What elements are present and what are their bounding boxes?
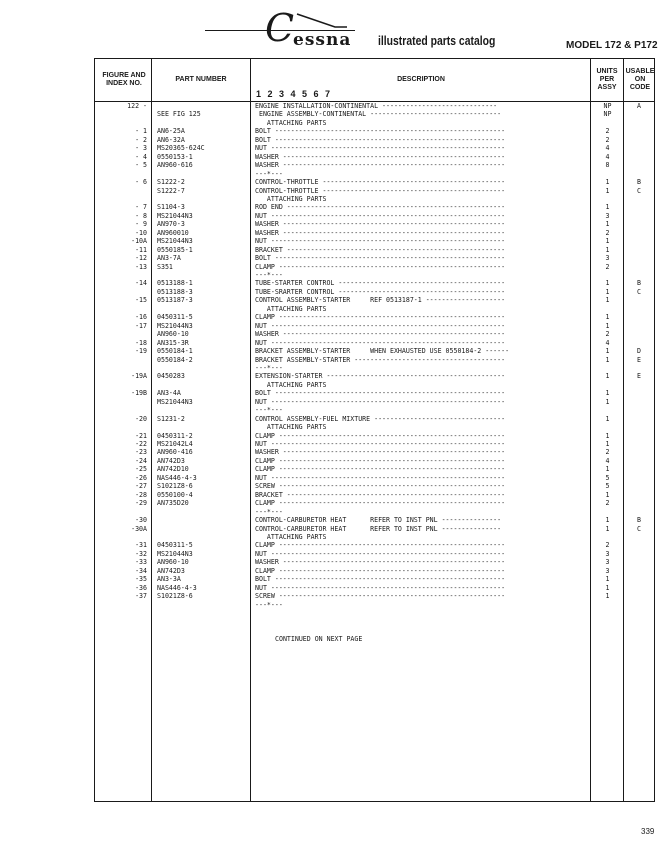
part-number-cell: NAS446-4-3 bbox=[157, 583, 197, 592]
part-number-cell: 0550153-1 bbox=[157, 152, 193, 161]
description-cell: WASHER -------------------------------------------------------- bbox=[255, 330, 506, 339]
part-number-cell: 0513188-1 bbox=[157, 279, 193, 288]
table-row bbox=[95, 195, 654, 203]
units-cell: 2 bbox=[605, 262, 610, 271]
index-cell: -15 bbox=[135, 296, 147, 305]
units-cell: 1 bbox=[605, 220, 610, 229]
code-cell: C bbox=[637, 186, 641, 195]
part-number-cell: 0550184-1 bbox=[157, 347, 193, 356]
code-cell: C bbox=[637, 524, 641, 533]
description-cell: CLAMP --------------------------------------------------------- bbox=[255, 465, 506, 474]
description-cell: BOLT ---------------------------------------------------------- bbox=[255, 389, 506, 398]
part-number-cell: S1231-2 bbox=[157, 414, 185, 423]
index-cell: -18 bbox=[135, 338, 147, 347]
table-row bbox=[95, 457, 654, 465]
part-number-cell: AN6-25A bbox=[157, 127, 185, 136]
part-number-cell: S351 bbox=[157, 262, 173, 271]
part-number-cell: AN6-32A bbox=[157, 135, 185, 144]
index-cell: - 5 bbox=[135, 161, 147, 170]
description-cell: WASHER -------------------------------------------------------- bbox=[255, 161, 506, 170]
header-index: FIGURE AND INDEX NO. bbox=[102, 72, 146, 87]
table-row bbox=[95, 558, 654, 566]
table-row bbox=[95, 491, 654, 499]
table-row bbox=[95, 398, 654, 406]
table-row bbox=[95, 415, 654, 423]
index-cell: -36 bbox=[135, 583, 147, 592]
description-cell: CLAMP --------------------------------------------------------- bbox=[255, 431, 506, 440]
code-cell: A bbox=[637, 102, 641, 110]
table-row bbox=[95, 516, 654, 524]
table-row bbox=[95, 474, 654, 482]
part-number-cell: AN960-416 bbox=[157, 448, 193, 457]
units-cell: 1 bbox=[605, 414, 610, 423]
description-cell: ATTACHING PARTS bbox=[255, 194, 327, 203]
description-cell: NUT ----------------------------------------------------------- bbox=[255, 397, 506, 406]
part-number-cell: 0450311-5 bbox=[157, 313, 193, 322]
index-cell: -21 bbox=[135, 431, 147, 440]
table-row bbox=[95, 170, 654, 178]
table-row bbox=[95, 499, 654, 507]
description-cell: ---*--- bbox=[255, 507, 283, 516]
table-row bbox=[95, 347, 654, 355]
index-cell: -23 bbox=[135, 448, 147, 457]
description-cell: NUT ----------------------------------------------------------- bbox=[255, 583, 506, 592]
table-row bbox=[95, 229, 654, 237]
index-cell: -20 bbox=[135, 414, 147, 423]
units-cell: 1 bbox=[605, 372, 610, 381]
units-cell: 1 bbox=[605, 524, 610, 533]
table-row bbox=[95, 541, 654, 549]
table-row bbox=[95, 279, 654, 287]
units-cell: 1 bbox=[605, 583, 610, 592]
description-cell: CLAMP --------------------------------------------------------- bbox=[255, 499, 506, 508]
description-cell: CONTROL ASSEMBLY-STARTER REF 0513187-1 -------------------- bbox=[255, 296, 506, 305]
units-cell: 3 bbox=[605, 254, 610, 263]
part-number-cell: AN960-616 bbox=[157, 161, 193, 170]
units-cell: 1 bbox=[605, 186, 610, 195]
units-cell: 2 bbox=[605, 448, 610, 457]
units-cell: 1 bbox=[605, 237, 610, 246]
description-cell: CONTROL-CARBURETOR HEAT REFER TO INST PNL --------------- bbox=[255, 524, 502, 533]
index-cell: - 1 bbox=[135, 127, 147, 136]
table-row bbox=[95, 465, 654, 473]
table-row bbox=[95, 203, 654, 211]
description-cell: WASHER -------------------------------------------------------- bbox=[255, 152, 506, 161]
description-cell: CLAMP --------------------------------------------------------- bbox=[255, 566, 506, 575]
index-cell: -16 bbox=[135, 313, 147, 322]
code-cell: C bbox=[637, 287, 641, 296]
parts-table bbox=[94, 58, 655, 802]
table-row bbox=[95, 254, 654, 262]
index-cell: -33 bbox=[135, 558, 147, 567]
index-cell: -13 bbox=[135, 262, 147, 271]
index-cell: - 2 bbox=[135, 135, 147, 144]
units-cell: NP bbox=[603, 110, 612, 119]
units-cell: 2 bbox=[605, 127, 610, 136]
units-cell: 1 bbox=[605, 313, 610, 322]
units-cell: 1 bbox=[605, 178, 610, 187]
index-cell: -19 bbox=[135, 347, 147, 356]
units-cell: 1 bbox=[605, 245, 610, 254]
header-code: USABLE ON CODE bbox=[625, 68, 655, 91]
part-number-cell: AN735D20 bbox=[157, 499, 189, 508]
table-row bbox=[95, 271, 654, 279]
header-description: DESCRIPTION bbox=[397, 76, 445, 83]
description-cell: NUT ----------------------------------------------------------- bbox=[255, 549, 506, 558]
part-number-cell: AN970-3 bbox=[157, 220, 185, 229]
part-number-cell: 0450311-5 bbox=[157, 541, 193, 550]
units-cell: NP bbox=[603, 102, 612, 110]
table-row bbox=[95, 153, 654, 161]
units-cell: 1 bbox=[605, 389, 610, 398]
code-cell: B bbox=[637, 516, 641, 525]
part-number-cell: 0550184-2 bbox=[157, 355, 193, 364]
table-row bbox=[95, 381, 654, 389]
units-cell: 2 bbox=[605, 541, 610, 550]
table-row bbox=[95, 550, 654, 558]
table-row bbox=[95, 584, 654, 592]
part-number-cell: 0550100-4 bbox=[157, 490, 193, 499]
catalog-title: illustrated parts catalog bbox=[378, 33, 496, 48]
part-number-cell: AN960-10 bbox=[157, 330, 189, 339]
units-cell: 3 bbox=[605, 558, 610, 567]
description-cell: SCREW --------------------------------------------------------- bbox=[255, 592, 506, 601]
table-row bbox=[95, 161, 654, 169]
description-cell: ROD END ------------------------------------------------------- bbox=[255, 203, 506, 212]
units-cell: 1 bbox=[605, 287, 610, 296]
table-row bbox=[95, 567, 654, 575]
table-row bbox=[95, 440, 654, 448]
index-cell: -17 bbox=[135, 321, 147, 330]
code-cell: E bbox=[637, 372, 641, 381]
part-number-cell: AN960-10 bbox=[157, 558, 189, 567]
units-cell: 3 bbox=[605, 566, 610, 575]
units-cell: 5 bbox=[605, 482, 610, 491]
table-row bbox=[95, 288, 654, 296]
part-number-cell: AN3-4A bbox=[157, 389, 181, 398]
description-cell: BRACKET ASSEMBLY-STARTER -------------------------------------- bbox=[255, 355, 506, 364]
part-number-cell: AN742D10 bbox=[157, 465, 189, 474]
table-row bbox=[95, 136, 654, 144]
header-units: UNITS PER ASSY bbox=[596, 68, 618, 91]
index-cell: -34 bbox=[135, 566, 147, 575]
index-cell: -28 bbox=[135, 490, 147, 499]
units-cell: 8 bbox=[605, 161, 610, 170]
table-row bbox=[95, 575, 654, 583]
table-row bbox=[95, 406, 654, 414]
units-cell: 4 bbox=[605, 152, 610, 161]
table-row bbox=[95, 339, 654, 347]
index-cell: -26 bbox=[135, 473, 147, 482]
page-header bbox=[0, 0, 672, 60]
table-row bbox=[95, 482, 654, 490]
units-cell: 1 bbox=[605, 321, 610, 330]
description-cell: CONTROL ASSEMBLY-FUEL MIXTURE --------------------------------- bbox=[255, 414, 506, 423]
index-cell: -35 bbox=[135, 575, 147, 584]
part-number-cell: AN960010 bbox=[157, 228, 189, 237]
table-row bbox=[95, 508, 654, 516]
part-number-cell: S1104-3 bbox=[157, 203, 185, 212]
part-number-cell: AN315-3R bbox=[157, 338, 189, 347]
part-number-cell: MS21044N3 bbox=[157, 237, 193, 246]
table-row bbox=[95, 533, 654, 541]
units-cell: 1 bbox=[605, 575, 610, 584]
description-cell: ---*--- bbox=[255, 271, 283, 279]
index-cell: - 6 bbox=[135, 178, 147, 187]
description-cell: BOLT ---------------------------------------------------------- bbox=[255, 575, 506, 584]
units-cell: 1 bbox=[605, 516, 610, 525]
table-row bbox=[95, 525, 654, 533]
description-cell: NUT ----------------------------------------------------------- bbox=[255, 473, 506, 482]
index-cell: -31 bbox=[135, 541, 147, 550]
table-row bbox=[95, 389, 654, 397]
table-row bbox=[95, 364, 654, 372]
continued-note: CONTINUED ON NEXT PAGE bbox=[275, 635, 363, 643]
code-cell: D bbox=[637, 347, 641, 356]
index-cell: -12 bbox=[135, 254, 147, 263]
table-row bbox=[95, 144, 654, 152]
index-cell: - 4 bbox=[135, 152, 147, 161]
table-row bbox=[95, 296, 654, 304]
header-part-number: PART NUMBER bbox=[175, 76, 227, 83]
units-cell: 1 bbox=[605, 355, 610, 364]
index-cell: -30A bbox=[131, 524, 147, 533]
part-number-cell: 0550185-1 bbox=[157, 245, 193, 254]
description-cell: BOLT ---------------------------------------------------------- bbox=[255, 127, 506, 136]
part-number-cell: S1222-7 bbox=[157, 186, 185, 195]
part-number-cell: MS21044N3 bbox=[157, 211, 193, 220]
description-cell: NUT ----------------------------------------------------------- bbox=[255, 211, 506, 220]
header-indent-digits: 1 2 3 4 5 6 7 bbox=[256, 89, 333, 99]
table-row bbox=[95, 263, 654, 271]
part-number-cell: MS21044N3 bbox=[157, 397, 193, 406]
index-cell: - 8 bbox=[135, 211, 147, 220]
units-cell: 2 bbox=[605, 330, 610, 339]
part-number-cell: 0513188-3 bbox=[157, 287, 193, 296]
part-number-cell: AN3-7A bbox=[157, 254, 181, 263]
index-cell: -19A bbox=[131, 372, 147, 381]
part-number-cell: MS21044N3 bbox=[157, 549, 193, 558]
table-row bbox=[95, 187, 654, 195]
logo-initial: C bbox=[265, 6, 295, 50]
description-cell: EXTENSION-STARTER --------------------------------------------- bbox=[255, 372, 506, 381]
logo-wordmark: essna bbox=[293, 30, 352, 50]
units-cell: 1 bbox=[605, 203, 610, 212]
index-cell: -37 bbox=[135, 592, 147, 601]
description-cell: WASHER -------------------------------------------------------- bbox=[255, 228, 506, 237]
description-cell: ---*--- bbox=[255, 406, 283, 415]
table-row bbox=[95, 322, 654, 330]
description-cell: ENGINE ASSEMBLY-CONTINENTAL --------------------------------- bbox=[255, 110, 502, 119]
description-cell: NUT ----------------------------------------------------------- bbox=[255, 237, 506, 246]
code-cell: B bbox=[637, 279, 641, 288]
index-cell: -27 bbox=[135, 482, 147, 491]
code-cell: E bbox=[637, 355, 641, 364]
table-row bbox=[95, 356, 654, 364]
table-row bbox=[95, 127, 654, 135]
part-number-cell: SEE FIG 125 bbox=[157, 110, 201, 119]
index-cell: - 7 bbox=[135, 203, 147, 212]
table-row bbox=[95, 372, 654, 380]
description-cell: ---*--- bbox=[255, 600, 283, 609]
description-cell: BOLT ---------------------------------------------------------- bbox=[255, 254, 506, 263]
part-number-cell: NAS446-4-3 bbox=[157, 473, 197, 482]
index-cell: -29 bbox=[135, 499, 147, 508]
index-cell: -22 bbox=[135, 440, 147, 448]
table-row bbox=[95, 592, 654, 600]
description-cell: ATTACHING PARTS bbox=[255, 423, 327, 432]
units-cell: 1 bbox=[605, 347, 610, 356]
description-cell: CLAMP --------------------------------------------------------- bbox=[255, 313, 506, 322]
description-cell: NUT ----------------------------------------------------------- bbox=[255, 144, 506, 153]
description-cell: BRACKET ------------------------------------------------------- bbox=[255, 490, 506, 499]
table-row bbox=[95, 305, 654, 313]
table-row bbox=[95, 246, 654, 254]
part-number-cell: S1021Z8-6 bbox=[157, 592, 193, 601]
part-number-cell: 0513187-3 bbox=[157, 296, 193, 305]
part-number-cell: AN3-3A bbox=[157, 575, 181, 584]
index-cell: -30 bbox=[135, 516, 147, 525]
index-cell: -10 bbox=[135, 228, 147, 237]
table-row bbox=[95, 212, 654, 220]
units-cell: 1 bbox=[605, 465, 610, 474]
description-cell: BRACKET ASSEMBLY-STARTER WHEN EXHAUSTED USE 0550184-2 ------ bbox=[255, 347, 510, 356]
part-number-cell: MS21044N3 bbox=[157, 321, 193, 330]
units-cell: 2 bbox=[605, 499, 610, 508]
index-cell: 122 - bbox=[127, 102, 147, 110]
index-cell: -32 bbox=[135, 549, 147, 558]
part-number-cell: S1222-2 bbox=[157, 178, 185, 187]
description-cell: ---*--- bbox=[255, 363, 283, 372]
units-cell: 3 bbox=[605, 211, 610, 220]
description-cell: NUT ----------------------------------------------------------- bbox=[255, 440, 506, 448]
page-number: 339 bbox=[641, 827, 655, 836]
description-cell: NUT ----------------------------------------------------------- bbox=[255, 338, 506, 347]
description-cell: CLAMP --------------------------------------------------------- bbox=[255, 456, 506, 465]
part-number-cell: AN742D3 bbox=[157, 566, 185, 575]
description-cell: BOLT ---------------------------------------------------------- bbox=[255, 135, 506, 144]
description-cell: CLAMP --------------------------------------------------------- bbox=[255, 262, 506, 271]
part-number-cell: MS21042L4 bbox=[157, 440, 193, 448]
units-cell: 1 bbox=[605, 296, 610, 305]
units-cell: 1 bbox=[605, 592, 610, 601]
description-cell: CONTROL-THROTTLE ---------------------------------------------- bbox=[255, 186, 506, 195]
table-row bbox=[95, 220, 654, 228]
table-row bbox=[95, 237, 654, 245]
units-cell: 1 bbox=[605, 490, 610, 499]
description-cell: SCREW --------------------------------------------------------- bbox=[255, 482, 506, 491]
description-cell: TUBE-STARTER CONTROL ------------------------------------------ bbox=[255, 279, 506, 288]
description-cell: WASHER -------------------------------------------------------- bbox=[255, 558, 506, 567]
part-number-cell: AN742D3 bbox=[157, 456, 185, 465]
code-cell: B bbox=[637, 178, 641, 187]
units-cell: 1 bbox=[605, 397, 610, 406]
model-title: MODEL 172 & P172 bbox=[566, 40, 658, 51]
table-row bbox=[95, 110, 654, 118]
index-cell: - 3 bbox=[135, 144, 147, 153]
description-cell: ATTACHING PARTS bbox=[255, 532, 327, 541]
table-row bbox=[95, 178, 654, 186]
continued-note-row bbox=[95, 627, 654, 643]
units-cell: 1 bbox=[605, 431, 610, 440]
description-cell: ---*--- bbox=[255, 169, 283, 178]
swoosh-icon bbox=[295, 12, 349, 30]
part-number-cell: 0450311-2 bbox=[157, 431, 193, 440]
table-row bbox=[95, 313, 654, 321]
table-row bbox=[95, 423, 654, 431]
units-cell: 1 bbox=[605, 440, 610, 448]
description-cell: ATTACHING PARTS bbox=[255, 118, 327, 127]
part-number-cell: 0450283 bbox=[157, 372, 185, 381]
table-row bbox=[95, 601, 654, 609]
units-cell: 2 bbox=[605, 228, 610, 237]
description-cell: TUBE-SRARTER CONTROL ------------------------------------------ bbox=[255, 287, 506, 296]
index-cell: -25 bbox=[135, 465, 147, 474]
description-cell: ATTACHING PARTS bbox=[255, 380, 327, 389]
index-cell: -24 bbox=[135, 456, 147, 465]
table-row bbox=[95, 330, 654, 338]
table-row bbox=[95, 432, 654, 440]
units-cell: 3 bbox=[605, 549, 610, 558]
part-number-cell: MS20365-624C bbox=[157, 144, 205, 153]
table-row bbox=[95, 102, 654, 110]
table-row bbox=[95, 119, 654, 127]
index-cell: -14 bbox=[135, 279, 147, 288]
description-cell: WASHER -------------------------------------------------------- bbox=[255, 448, 506, 457]
index-cell: -19B bbox=[131, 389, 147, 398]
description-cell: ATTACHING PARTS bbox=[255, 304, 327, 313]
units-cell: 2 bbox=[605, 135, 610, 144]
units-cell: 4 bbox=[605, 144, 610, 153]
description-cell: ENGINE INSTALLATION-CONTINENTAL ----------------------------- bbox=[255, 102, 498, 110]
index-cell: -11 bbox=[135, 245, 147, 254]
units-cell: 1 bbox=[605, 279, 610, 288]
description-cell: CLAMP --------------------------------------------------------- bbox=[255, 541, 506, 550]
part-number-cell: S1021Z8-6 bbox=[157, 482, 193, 491]
index-cell: - 9 bbox=[135, 220, 147, 229]
description-cell: BRACKET ------------------------------------------------------- bbox=[255, 245, 506, 254]
description-cell: CONTROL-CARBURETOR HEAT REFER TO INST PNL --------------- bbox=[255, 516, 502, 525]
units-cell: 4 bbox=[605, 338, 610, 347]
table-row bbox=[95, 448, 654, 456]
description-cell: CONTROL-THROTTLE ---------------------------------------------- bbox=[255, 178, 506, 187]
units-cell: 4 bbox=[605, 456, 610, 465]
description-cell: WASHER -------------------------------------------------------- bbox=[255, 220, 506, 229]
units-cell: 5 bbox=[605, 473, 610, 482]
index-cell: -10A bbox=[131, 237, 147, 246]
cessna-logo bbox=[205, 6, 365, 50]
description-cell: NUT ----------------------------------------------------------- bbox=[255, 321, 506, 330]
